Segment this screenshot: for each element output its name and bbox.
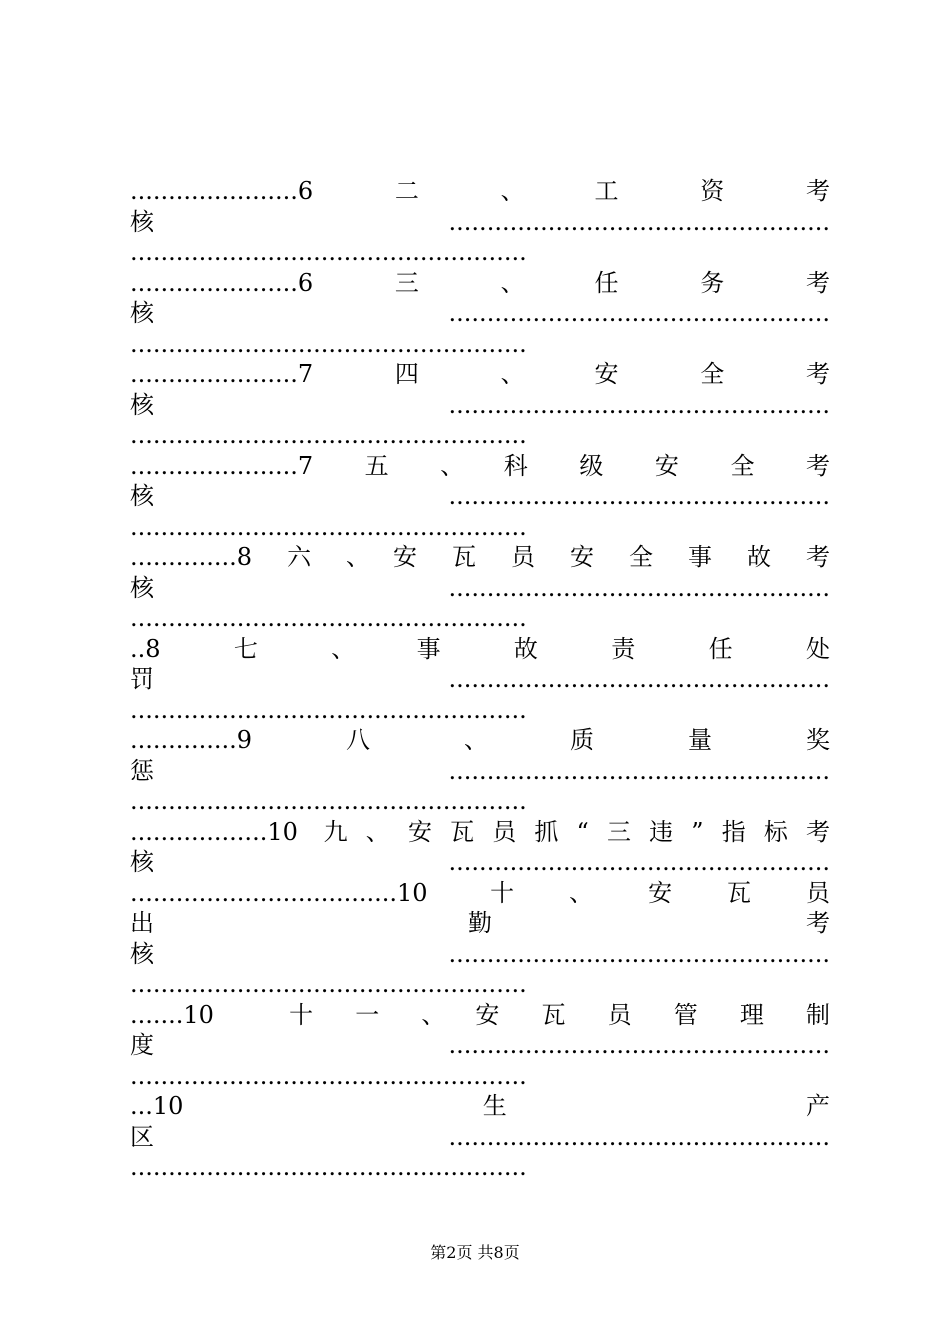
toc-line: ......................7 五 、 科 级 安 全 考 (130, 451, 830, 480)
toc-line: 度.................................................. (130, 1031, 830, 1059)
toc-line: ...10 生 产 (130, 1092, 830, 1120)
toc-line: 核.................................................. (130, 299, 830, 327)
toc-line: .................................................... (130, 787, 527, 815)
toc-line: ..............8 六 、 安 瓦 员 安 全 事 故 考 (130, 543, 830, 571)
toc-line: 出 勤 考 (130, 909, 830, 937)
toc-line: ..............9 八 、 质 量 奖 (130, 726, 830, 754)
toc-line: .................................................... (130, 604, 527, 632)
table-of-contents (130, 176, 830, 1183)
page-footer: 第2页 共8页 (430, 1243, 520, 1262)
toc-line: ......................6 三 、 任 务 考 (130, 268, 830, 297)
toc-line: ..8 七 、 事 故 责 任 处 (130, 634, 830, 663)
toc-line: 核.................................................. (130, 573, 830, 602)
toc-line: .................................................... (130, 970, 527, 998)
toc-line: .................................................... (130, 421, 527, 449)
toc-line: 核.................................................. (130, 848, 830, 876)
toc-line: 核.................................................. (130, 482, 830, 510)
toc-line: .................................................... (130, 329, 527, 358)
toc-line: 惩.................................................. (130, 756, 830, 785)
toc-line: .......10 十 一 、 安 瓦 员 管 理 制 (130, 1000, 830, 1029)
toc-line: ...................................10 十、安瓦员 (130, 878, 830, 907)
toc-line: ..................10 九、安瓦员抓“三违”指标考 (130, 817, 830, 846)
toc-line: 核.................................................. (130, 939, 830, 968)
toc-line: 核.................................................. (130, 390, 830, 419)
toc-line: .................................................... (130, 695, 527, 724)
toc-line: .................................................... (130, 512, 527, 541)
toc-line: 罚.................................................. (130, 665, 830, 693)
toc-line: 区.................................................. (130, 1122, 830, 1151)
toc-line: 核.................................................. (130, 207, 830, 236)
toc-line: .................................................... (130, 1153, 527, 1181)
toc-line: .................................................... (130, 238, 527, 266)
toc-line: .................................................... (130, 1061, 527, 1090)
toc-line: ......................6 二 、 工 资 考 (130, 177, 830, 205)
toc-line: ......................7 四 、 安 全 考 (130, 360, 830, 388)
